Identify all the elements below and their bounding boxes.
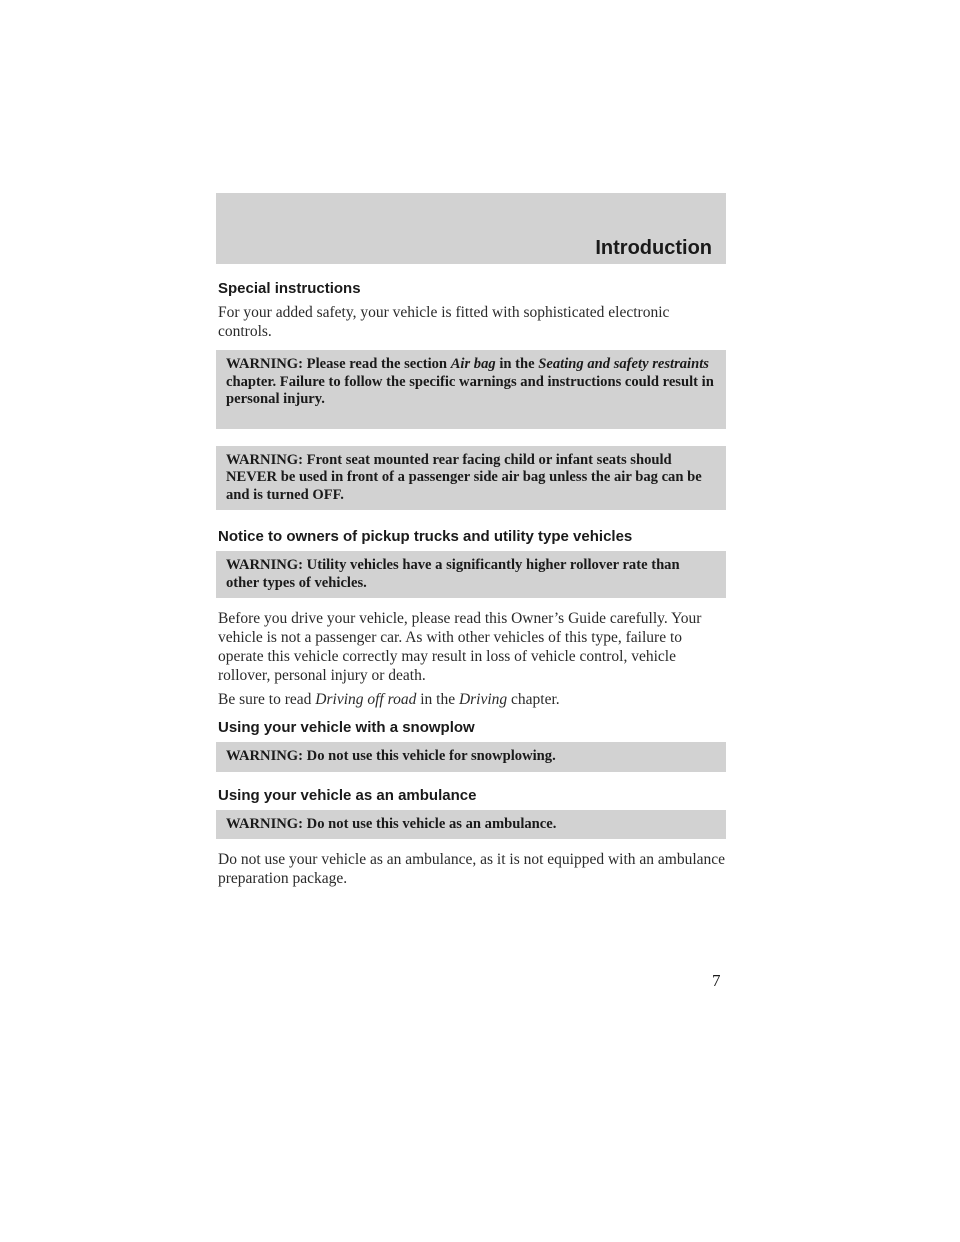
warning-text: WARNING: Front seat mounted rear facing child or infant seats should NEVER be used in front of a passenger side air bag unless the air bag can be and is turned OFF. (226, 451, 702, 503)
page-number: 7 (712, 971, 721, 990)
warning-text: in the (495, 356, 539, 372)
section-heading-pickup-notice: Notice to owners of pickup trucks and utility type vehicles (218, 528, 633, 545)
section-heading-ambulance: Using your vehicle as an ambulance (218, 786, 477, 804)
warning-text: WARNING: Utility vehicles have a significantly higher rollover rate than other types of vehicles. (226, 557, 680, 591)
section-heading-special-instructions: Special instructions (218, 280, 361, 297)
warning-text: chapter. Failure to follow the specific warnings and instructions could result in personal injury. (226, 373, 714, 407)
section-heading-snowplow: Using your vehicle with a snowplow (218, 719, 475, 736)
warning-box-rollover (216, 551, 726, 598)
warning-text: WARNING: Please read the section (226, 356, 451, 372)
ambulance-body: Do not use your vehicle as an ambulance, as it is not equipped with an ambulance preparation package. (218, 851, 726, 887)
warning-box-air-bag (216, 350, 726, 429)
reference-seating-chapter: Seating and safety restraints (538, 356, 709, 372)
warning-box-snowplow (216, 742, 726, 772)
warning-text: WARNING: Do not use this vehicle as an ambulance. (226, 815, 557, 832)
reference-driving-off-road: Driving off road (315, 691, 417, 708)
chapter-title: Introduction (595, 237, 712, 259)
pickup-notice-read: Be sure to read Driving off road in the Driving chapter. (218, 691, 560, 708)
chapter-header (216, 193, 726, 264)
reference-driving-chapter: Driving (458, 691, 508, 708)
reference-air-bag: Air bag (450, 356, 496, 372)
page-content (218, 279, 726, 893)
warning-text: WARNING: Do not use this vehicle for snowplowing. (226, 748, 556, 764)
warning-box-ambulance (216, 810, 726, 840)
special-instructions-intro: For your added safety, your vehicle is fitted with sophisticated electronic controls. (218, 304, 670, 340)
warning-box-child-seat (216, 446, 726, 511)
pickup-notice-body: Before you drive your vehicle, please read this Owner’s Guide carefully. Your vehicle is not a passenger car. As with other vehicles of this type, failure to operate this vehicle correctly may result in loss of vehicle control, vehicle rollover, personal injury or death. (218, 610, 702, 684)
